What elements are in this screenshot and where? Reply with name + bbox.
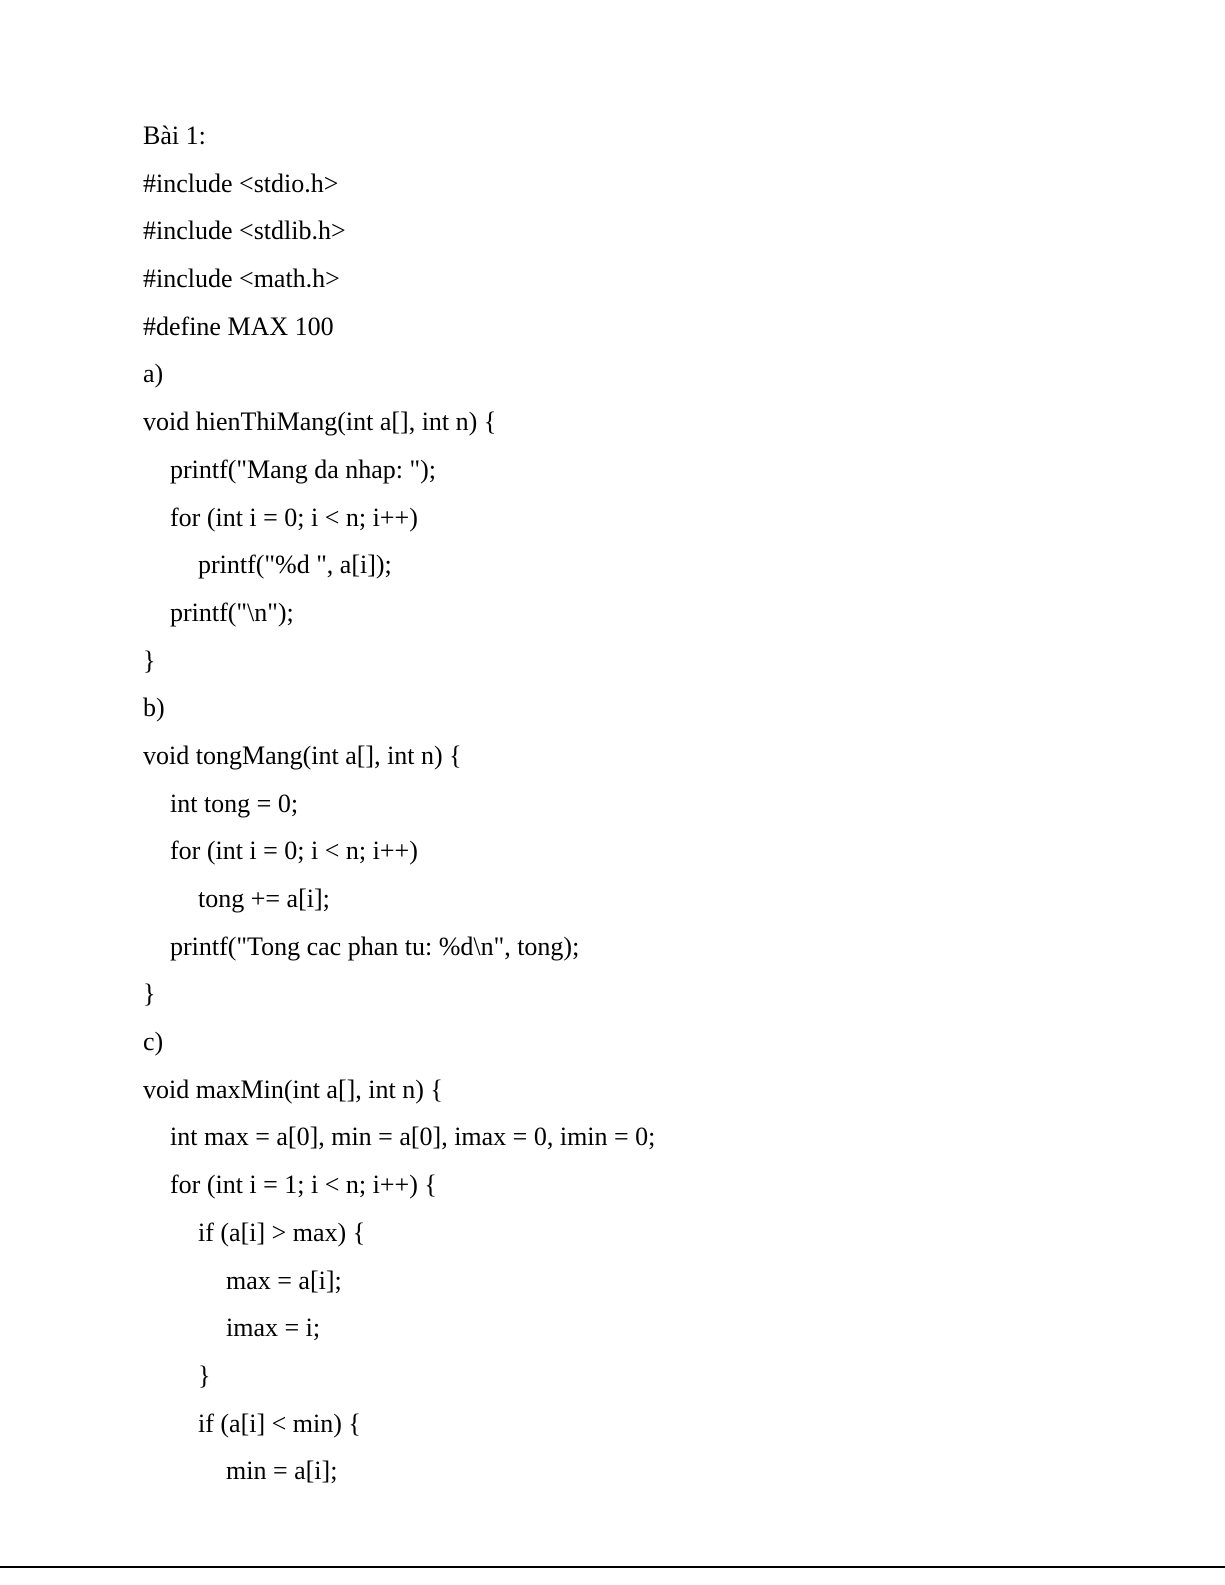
exercise-heading: Bài 1:: [143, 121, 206, 150]
code-line: printf("Tong cac phan tu: %d\n", tong);: [170, 931, 580, 961]
code-line: printf("Mang da nhap: ");: [170, 454, 436, 484]
code-line: void tongMang(int a[], int n) {: [143, 740, 462, 770]
code-line: void maxMin(int a[], int n) {: [143, 1074, 443, 1104]
code-line: tong += a[i];: [198, 884, 330, 913]
code-line: #include <stdlib.h>: [143, 216, 346, 246]
section-label: b): [143, 693, 165, 723]
code-line: for (int i = 1; i < n; i++) {: [170, 1170, 437, 1200]
code-line: if (a[i] < min) {: [198, 1408, 361, 1438]
section-label: a): [143, 359, 164, 389]
code-listing: [143, 112, 655, 1495]
code-line: void hienThiMang(int a[], int n) {: [143, 407, 497, 437]
code-line: }: [198, 1360, 211, 1390]
code-line: #include <stdio.h>: [143, 168, 339, 198]
code-line: min = a[i];: [226, 1456, 338, 1486]
code-line: }: [143, 979, 156, 1009]
code-line: max = a[i];: [226, 1265, 342, 1295]
code-line: for (int i = 0; i < n; i++): [170, 836, 418, 866]
code-line: #define MAX 100: [143, 311, 334, 341]
code-line: if (a[i] > max) {: [198, 1217, 366, 1247]
code-line: printf("\n");: [170, 597, 294, 627]
code-line: int tong = 0;: [170, 788, 299, 818]
code-line: printf("%d ", a[i]);: [198, 550, 392, 580]
code-line: }: [143, 645, 156, 675]
code-line: for (int i = 0; i < n; i++): [170, 502, 418, 532]
page-bottom-rule: [0, 1566, 1225, 1568]
code-line: imax = i;: [226, 1313, 321, 1343]
code-line: int max = a[0], min = a[0], imax = 0, imin = 0;: [170, 1122, 656, 1152]
code-line: #include <math.h>: [143, 264, 340, 294]
section-label: c): [143, 1027, 164, 1057]
